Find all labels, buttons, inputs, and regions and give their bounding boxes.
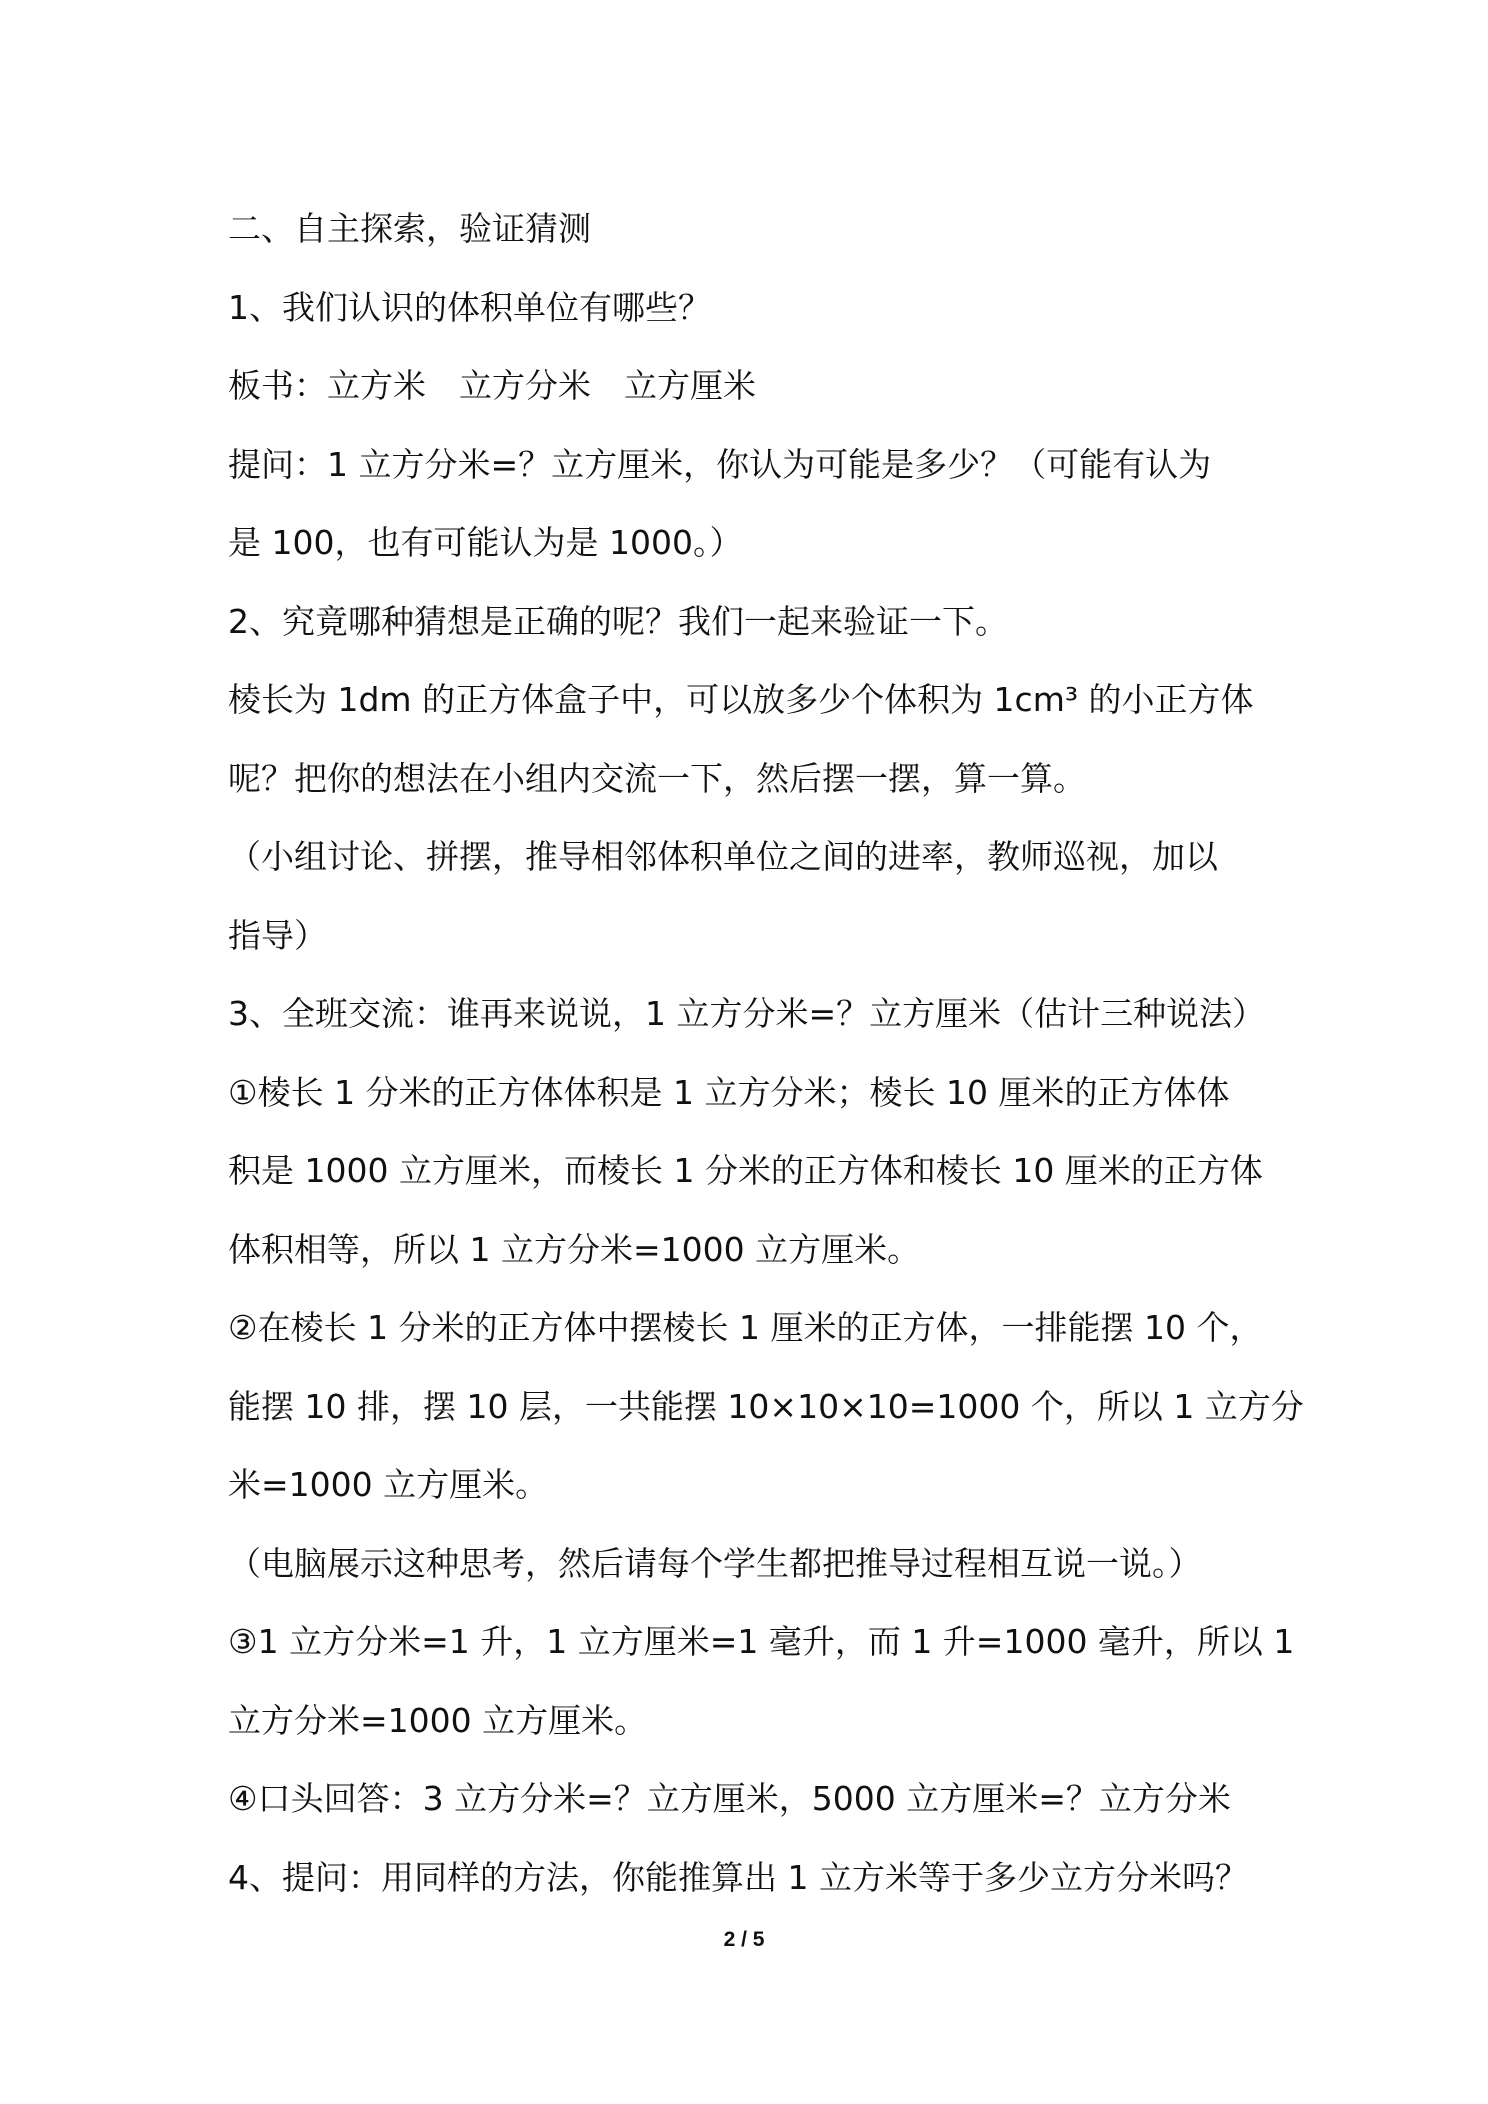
document-body [228,190,1304,1917]
text-line: 积是 1000 立方厘米，而棱长 1 分米的正方体和棱长 10 厘米的正方体 [228,1151,1263,1190]
text-line: 板书：立方米 立方分米 立方厘米 [228,366,756,405]
text-line: ③1 立方分米=1 升，1 立方厘米=1 毫升，而 1 升=1000 毫升，所以 1 [228,1622,1295,1661]
text-line: 体积相等，所以 1 立方分米=1000 立方厘米。 [228,1229,921,1269]
text-line: （电脑展示这种思考，然后请每个学生都把推导过程相互说一说。） [228,1543,1202,1583]
text-line: 4、提问：用同样的方法，你能推算出 1 立方米等于多少立方分米吗？ [228,1857,1248,1897]
text-line: 呢？把你的想法在小组内交流一下，然后摆一摆，算一算。 [228,758,1086,798]
text-line: ②在棱长 1 分米的正方体中摆棱长 1 厘米的正方体，一排能摆 10 个， [228,1308,1263,1347]
text-line: ④口头回答：3 立方分米=？立方厘米，5000 立方厘米=？立方分米 [228,1779,1231,1818]
text-line: 棱长为 1dm 的正方体盒子中，可以放多少个体积为 1cm³ 的小正方体 [228,680,1254,719]
text-line: 3、全班交流：谁再来说说，1 立方分米=？立方厘米（估计三种说法） [228,994,1266,1033]
text-line: 立方分米=1000 立方厘米。 [228,1700,648,1740]
text-line: 是 100，也有可能认为是 1000。） [228,523,743,562]
text-line: 米=1000 立方厘米。 [228,1465,549,1504]
text-line: （小组讨论、拼摆，推导相邻体积单位之间的进率，教师巡视，加以 [228,837,1218,876]
text-line: ①棱长 1 分米的正方体体积是 1 立方分米；棱长 10 厘米的正方体体 [228,1072,1230,1112]
text-line: 2、究竟哪种猜想是正确的呢？我们一起来验证一下。 [228,601,1008,641]
section-heading: 二、自主探索，验证猜测 [228,209,591,248]
page-number: 2 / 5 [723,1928,765,1951]
text-line: 1、我们认识的体积单位有哪些？ [228,287,711,327]
text-line: 提问：1 立方分米=？立方厘米，你认为可能是多少？（可能有认为 [228,444,1212,484]
text-line: 能摆 10 排，摆 10 层，一共能摆 10×10×10=1000 个，所以 1 立方分 [228,1386,1304,1426]
text-line: 指导） [228,915,327,955]
